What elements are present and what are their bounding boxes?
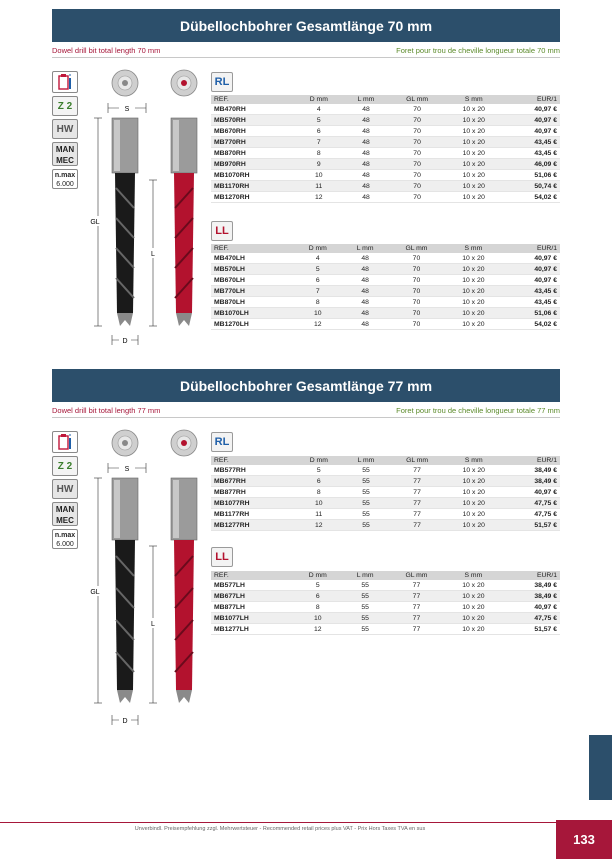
table-row: [211, 465, 560, 476]
table-cell: 8: [293, 602, 342, 613]
teeth-count-badge: Z 2: [52, 456, 78, 476]
rl-table-70: [211, 95, 560, 203]
table-cell: 77: [389, 509, 445, 520]
page-number: 133: [556, 820, 612, 859]
table-cell: 6: [295, 126, 344, 137]
table-row: [211, 148, 560, 159]
rl-direction-badge: RL: [211, 72, 233, 92]
table-cell: MB570RH: [211, 115, 295, 126]
section-2-drill-drawing: [88, 428, 206, 738]
table-row: [211, 286, 560, 297]
table-cell: 8: [295, 487, 344, 498]
table-cell: MB1070RH: [211, 170, 295, 181]
ll-table-77: [211, 571, 560, 635]
drill-ll-icon: [171, 478, 197, 703]
table-cell: 43,45 €: [502, 286, 560, 297]
table-cell: 10 x 20: [445, 170, 502, 181]
table-header-row: [211, 456, 560, 465]
dim-d-label: D: [122, 338, 128, 345]
table-cell: MB770RH: [211, 137, 295, 148]
machine-icon: [52, 431, 78, 453]
table-cell: 70: [389, 181, 445, 192]
table-cell: 10 x 20: [445, 115, 502, 126]
table-cell: 10 x 20: [445, 137, 502, 148]
table-header-row: [211, 244, 560, 253]
table-row: [211, 115, 560, 126]
subtitle-de-en: Dowel drill bit total length 70 mm: [52, 45, 161, 55]
table-row: [211, 253, 560, 264]
column-header: L mm: [343, 95, 389, 104]
table-cell: 48: [342, 319, 388, 330]
table-cell: 55: [342, 613, 388, 624]
table-row: [211, 319, 560, 330]
end-view-rl-icon: [112, 70, 138, 96]
table-cell: 47,75 €: [502, 509, 560, 520]
table-cell: 10 x 20: [445, 264, 502, 275]
table-cell: 10 x 20: [445, 286, 502, 297]
table-cell: 51,57 €: [502, 624, 560, 635]
section-2-badges: [52, 431, 78, 552]
ll-direction-badge: LL: [211, 547, 233, 567]
column-header: S mm: [445, 571, 502, 580]
table-cell: 12: [295, 192, 344, 203]
dim-gl-label: GL: [90, 219, 100, 226]
table-cell: 70: [388, 253, 445, 264]
table-cell: 70: [388, 264, 445, 275]
table-cell: 40,97 €: [502, 264, 560, 275]
nmax-label: n.max: [54, 172, 76, 179]
table-cell: 10 x 20: [445, 192, 502, 203]
table-cell: 7: [293, 286, 342, 297]
table-cell: 55: [342, 591, 388, 602]
table-cell: 10 x 20: [445, 487, 502, 498]
section-1-title: Dübellochbohrer Gesamtlänge 70 mm: [52, 9, 560, 42]
table-cell: 10: [295, 170, 344, 181]
footer-divider: [0, 822, 560, 823]
table-cell: MB870RH: [211, 148, 295, 159]
table-cell: 5: [295, 465, 344, 476]
section-1-badges: [52, 71, 78, 192]
table-cell: 55: [343, 476, 389, 487]
table-cell: 48: [342, 308, 388, 319]
table-cell: 10 x 20: [445, 580, 502, 591]
nmax-label: n.max: [54, 532, 76, 539]
table-cell: 55: [342, 580, 388, 591]
table-cell: 48: [343, 126, 389, 137]
table-cell: 10 x 20: [445, 275, 502, 286]
table-row: [211, 308, 560, 319]
table-cell: 10 x 20: [445, 591, 502, 602]
column-header: EUR/1: [502, 456, 560, 465]
table-cell: 70: [389, 126, 445, 137]
table-cell: 11: [295, 509, 344, 520]
dim-l-label: L: [151, 251, 155, 258]
column-header: S mm: [445, 456, 502, 465]
table-cell: 51,57 €: [502, 520, 560, 531]
table-cell: MB1270LH: [211, 319, 293, 330]
table-row: [211, 591, 560, 602]
table-cell: 40,97 €: [502, 602, 560, 613]
table-cell: MB670RH: [211, 126, 295, 137]
table-cell: 40,97 €: [502, 115, 560, 126]
table-cell: 51,06 €: [502, 170, 560, 181]
column-header: EUR/1: [502, 571, 560, 580]
table-cell: MB470LH: [211, 253, 293, 264]
table-cell: 55: [342, 602, 388, 613]
table-cell: 50,74 €: [502, 181, 560, 192]
table-cell: 70: [389, 137, 445, 148]
table-cell: 47,75 €: [502, 613, 560, 624]
table-cell: 11: [295, 181, 344, 192]
table-cell: 48: [343, 170, 389, 181]
table-cell: 5: [295, 115, 344, 126]
column-header: EUR/1: [502, 244, 560, 253]
table-row: [211, 159, 560, 170]
table-cell: 55: [342, 624, 388, 635]
table-cell: 4: [293, 253, 342, 264]
table-cell: 10 x 20: [445, 126, 502, 137]
table-cell: 48: [343, 137, 389, 148]
table-cell: 77: [388, 591, 445, 602]
table-cell: 70: [389, 115, 445, 126]
section-1-subtitle: [52, 43, 560, 58]
table-cell: 6: [293, 591, 342, 602]
table-cell: 43,45 €: [502, 137, 560, 148]
table-row: [211, 498, 560, 509]
table-cell: MB677LH: [211, 591, 293, 602]
table-cell: 40,97 €: [502, 126, 560, 137]
table-cell: MB570LH: [211, 264, 293, 275]
table-cell: 12: [293, 624, 342, 635]
table-cell: MB1277LH: [211, 624, 293, 635]
column-header: L mm: [342, 244, 388, 253]
table-cell: 77: [389, 498, 445, 509]
table-cell: 38,49 €: [502, 465, 560, 476]
column-header: REF.: [211, 95, 295, 104]
dim-s-label: S: [124, 106, 130, 113]
table-cell: MB577RH: [211, 465, 295, 476]
table-row: [211, 126, 560, 137]
table-cell: 47,75 €: [502, 498, 560, 509]
table-cell: 10 x 20: [445, 498, 502, 509]
table-cell: 7: [295, 137, 344, 148]
table-cell: MB770LH: [211, 286, 293, 297]
column-header: S mm: [445, 244, 502, 253]
table-header-row: [211, 571, 560, 580]
mec-label: MEC: [56, 156, 74, 165]
subtitle-fr: Foret pour trou de cheville longueur totale 70 mm: [396, 45, 560, 55]
table-cell: 40,97 €: [502, 487, 560, 498]
table-cell: 70: [389, 192, 445, 203]
table-cell: MB877LH: [211, 602, 293, 613]
table-cell: 40,97 €: [502, 104, 560, 115]
table-cell: 46,09 €: [502, 159, 560, 170]
table-cell: 55: [343, 509, 389, 520]
table-row: [211, 192, 560, 203]
man-label: MAN: [55, 505, 75, 514]
table-cell: 48: [342, 275, 388, 286]
nmax-value: 6.000: [56, 541, 74, 548]
table-cell: 38,49 €: [502, 580, 560, 591]
table-cell: 55: [343, 520, 389, 531]
table-cell: MB577LH: [211, 580, 293, 591]
max-speed-badge: [52, 529, 78, 549]
table-cell: 77: [389, 465, 445, 476]
table-cell: MB970RH: [211, 159, 295, 170]
table-cell: 8: [293, 297, 342, 308]
table-cell: 77: [389, 487, 445, 498]
man-mec-badge: [52, 502, 78, 526]
table-cell: 48: [343, 104, 389, 115]
table-cell: 70: [388, 275, 445, 286]
table-cell: 8: [295, 148, 344, 159]
table-cell: 5: [293, 580, 342, 591]
table-cell: 12: [293, 319, 342, 330]
subtitle-de-en: Dowel drill bit total length 77 mm: [52, 405, 161, 415]
table-cell: 70: [389, 104, 445, 115]
table-cell: 10 x 20: [445, 624, 502, 635]
table-cell: 9: [295, 159, 344, 170]
table-row: [211, 264, 560, 275]
table-cell: 10: [295, 498, 344, 509]
table-cell: 10 x 20: [445, 602, 502, 613]
table-cell: 38,49 €: [502, 476, 560, 487]
table-row: [211, 580, 560, 591]
table-cell: 12: [295, 520, 344, 531]
column-header: D mm: [295, 95, 344, 104]
table-cell: 10 x 20: [445, 613, 502, 624]
table-row: [211, 275, 560, 286]
column-header: D mm: [295, 456, 344, 465]
table-row: [211, 509, 560, 520]
table-cell: 43,45 €: [502, 148, 560, 159]
table-cell: 70: [388, 308, 445, 319]
end-view-ll-icon: [171, 430, 197, 456]
table-cell: 54,02 €: [502, 319, 560, 330]
table-cell: 55: [343, 487, 389, 498]
table-cell: 10: [293, 613, 342, 624]
table-cell: 70: [388, 319, 445, 330]
table-row: [211, 487, 560, 498]
table-cell: 77: [389, 476, 445, 487]
column-header: L mm: [343, 456, 389, 465]
teeth-count-badge: Z 2: [52, 96, 78, 116]
table-row: [211, 520, 560, 531]
column-header: D mm: [293, 571, 342, 580]
table-row: [211, 170, 560, 181]
table-row: [211, 297, 560, 308]
table-row: [211, 624, 560, 635]
column-header: GL mm: [389, 456, 445, 465]
table-cell: 4: [295, 104, 344, 115]
table-cell: 51,06 €: [502, 308, 560, 319]
column-header: REF.: [211, 456, 295, 465]
side-tab: [589, 735, 612, 800]
table-cell: 6: [293, 275, 342, 286]
column-header: GL mm: [389, 95, 445, 104]
table-cell: MB1177RH: [211, 509, 295, 520]
column-header: S mm: [445, 95, 502, 104]
table-cell: 70: [389, 170, 445, 181]
table-cell: 55: [343, 498, 389, 509]
table-cell: MB877RH: [211, 487, 295, 498]
end-view-ll-icon: [171, 70, 197, 96]
dim-d-label: D: [122, 718, 128, 725]
ll-direction-badge: LL: [211, 221, 233, 241]
table-cell: 10 x 20: [445, 520, 502, 531]
table-cell: MB1277RH: [211, 520, 295, 531]
table-cell: 10 x 20: [445, 308, 502, 319]
table-cell: 10 x 20: [445, 297, 502, 308]
max-speed-badge: [52, 169, 78, 189]
table-cell: 10 x 20: [445, 181, 502, 192]
table-cell: 77: [389, 520, 445, 531]
section-2-subtitle: [52, 403, 560, 418]
table-cell: 10 x 20: [445, 253, 502, 264]
table-row: [211, 181, 560, 192]
man-mec-badge: [52, 142, 78, 166]
table-cell: 70: [389, 148, 445, 159]
table-cell: 54,02 €: [502, 192, 560, 203]
table-cell: MB1077RH: [211, 498, 295, 509]
section-1-drill-drawing: [88, 68, 206, 348]
end-view-rl-icon: [112, 430, 138, 456]
ll-table-70: [211, 244, 560, 330]
table-cell: 6: [295, 476, 344, 487]
table-cell: 40,97 €: [502, 275, 560, 286]
table-cell: 48: [342, 253, 388, 264]
table-cell: 48: [343, 148, 389, 159]
table-cell: 48: [343, 192, 389, 203]
table-cell: MB1070LH: [211, 308, 293, 319]
material-hw-badge: HW: [52, 479, 78, 499]
section-2-title: Dübellochbohrer Gesamtlänge 77 mm: [52, 369, 560, 402]
table-cell: 5: [293, 264, 342, 275]
column-header: EUR/1: [502, 95, 560, 104]
table-cell: 10 x 20: [445, 148, 502, 159]
table-cell: 48: [343, 115, 389, 126]
table-cell: 10 x 20: [445, 104, 502, 115]
table-cell: MB870LH: [211, 297, 293, 308]
dim-gl-label: GL: [90, 589, 100, 596]
table-cell: MB470RH: [211, 104, 295, 115]
table-cell: 10: [293, 308, 342, 319]
drill-ll-icon: [171, 118, 197, 326]
table-cell: 77: [388, 624, 445, 635]
drill-rl-icon: [112, 478, 138, 703]
table-cell: 77: [388, 613, 445, 624]
table-cell: 10 x 20: [445, 465, 502, 476]
table-cell: 77: [388, 580, 445, 591]
table-row: [211, 104, 560, 115]
nmax-value: 6.000: [56, 181, 74, 188]
table-cell: MB670LH: [211, 275, 293, 286]
table-cell: 43,45 €: [502, 297, 560, 308]
table-cell: 77: [388, 602, 445, 613]
table-cell: 48: [342, 286, 388, 297]
table-cell: 48: [342, 264, 388, 275]
footer-price-note: Unverbindl. Preisempfehlung zzgl. Mehrwertsteuer - Recommended retail prices plus VAT - Prix Hors Taxes TVA en sus: [134, 826, 426, 832]
table-cell: MB677RH: [211, 476, 295, 487]
table-row: [211, 602, 560, 613]
table-cell: 10 x 20: [445, 509, 502, 520]
table-row: [211, 137, 560, 148]
column-header: GL mm: [388, 571, 445, 580]
machine-icon: [52, 71, 78, 93]
table-cell: 10 x 20: [445, 319, 502, 330]
table-cell: 48: [343, 181, 389, 192]
table-header-row: [211, 95, 560, 104]
material-hw-badge: HW: [52, 119, 78, 139]
dim-l-label: L: [151, 621, 155, 628]
man-label: MAN: [55, 145, 75, 154]
table-row: [211, 613, 560, 624]
table-cell: 70: [388, 286, 445, 297]
table-cell: 40,97 €: [502, 253, 560, 264]
dim-s-label: S: [124, 466, 130, 473]
column-header: D mm: [293, 244, 342, 253]
column-header: GL mm: [388, 244, 445, 253]
table-cell: 55: [343, 465, 389, 476]
table-cell: 10 x 20: [445, 476, 502, 487]
subtitle-fr: Foret pour trou de cheville longueur totale 77 mm: [396, 405, 560, 415]
table-cell: 48: [343, 159, 389, 170]
rl-table-77: [211, 456, 560, 531]
table-cell: 48: [342, 297, 388, 308]
column-header: REF.: [211, 244, 293, 253]
table-cell: MB1170RH: [211, 181, 295, 192]
table-row: [211, 476, 560, 487]
mec-label: MEC: [56, 516, 74, 525]
column-header: REF.: [211, 571, 293, 580]
table-cell: 70: [389, 159, 445, 170]
rl-direction-badge: RL: [211, 432, 233, 452]
drill-rl-icon: [112, 118, 138, 326]
column-header: L mm: [342, 571, 388, 580]
table-cell: 10 x 20: [445, 159, 502, 170]
table-cell: MB1077LH: [211, 613, 293, 624]
table-cell: MB1270RH: [211, 192, 295, 203]
table-cell: 70: [388, 297, 445, 308]
table-cell: 38,49 €: [502, 591, 560, 602]
